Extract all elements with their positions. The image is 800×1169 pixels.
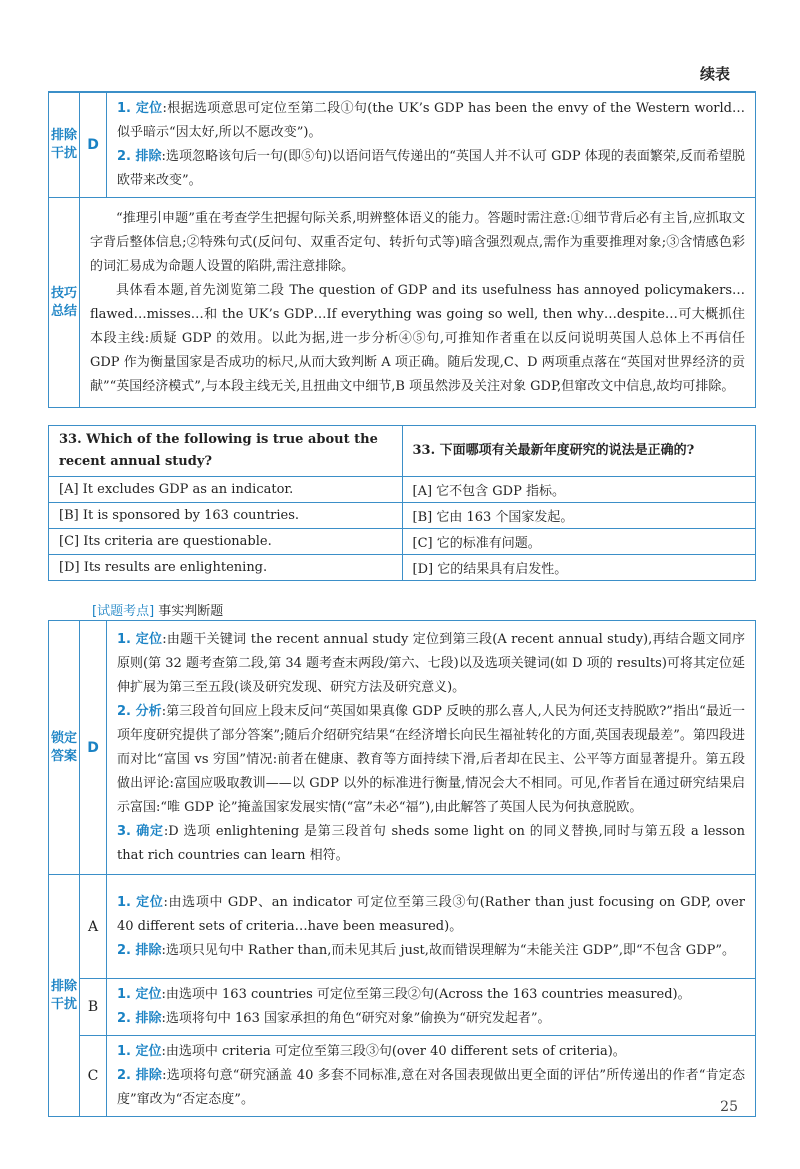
analysis-line: 2. 排除:选项只见句中 Rather than,而未见其后 just,故而错误理解为“未能关注 GDP”,即“不包含 GDP”。: [117, 942, 736, 958]
top-jiqiao-content: [80, 198, 756, 408]
step-keyword: 2. 分析: [117, 703, 162, 719]
analysis-line: 2. 排除:选项将句中 163 国家承担的角色“研究对象”偷换为“研究发起者”。: [117, 1011, 551, 1026]
exam-point-tag: [试题考点]: [92, 604, 155, 619]
answer-analysis-table: [48, 620, 756, 1117]
step-keyword: 2. 排除: [117, 1068, 163, 1083]
paichu-content: [107, 979, 756, 1036]
option-zh: [A] 它不包含 GDP 指标。: [402, 477, 756, 503]
exam-point: [92, 600, 223, 619]
option-zh: [C] 它的标准有问题。: [402, 529, 756, 555]
step-keyword: 3. 确定: [117, 823, 164, 839]
suoding-row: [49, 621, 756, 875]
step-keyword: 2. 排除: [117, 1011, 162, 1026]
suoding-label: 锁定答案: [49, 621, 80, 875]
analysis-line: 3. 确定:D 选项 enlightening 是第三段首句 sheds some light on 的同义替换,同时与第五段 a lesson that rich countries can learn 相符。: [117, 823, 745, 863]
top-paichu-option: D: [80, 93, 107, 198]
top-analysis-table: [48, 92, 756, 408]
top-paichu-row: [49, 93, 756, 198]
suoding-option: D: [80, 621, 107, 875]
paichu-label: 排除干扰: [49, 875, 80, 1117]
analysis-line: 2. 排除:选项将句意“研究涵盖 40 多套不同标准,意在对各国表现做出更全面的评估”所传递出的作者“肯定态度”窜改为“否定态度”。: [117, 1068, 745, 1107]
paichu-row-a: [49, 875, 756, 979]
continued-label: 续表: [699, 65, 730, 83]
suoding-content: [107, 621, 756, 875]
paichu-content: [107, 1036, 756, 1117]
option-en: [A] It excludes GDP as an indicator.: [49, 477, 403, 503]
paichu-option: B: [80, 979, 107, 1036]
analysis-line: 1. 定位:由选项中 163 countries 可定位至第三段②句(Across the 163 countries measured)。: [117, 987, 691, 1002]
top-jiqiao-label: 技巧总结: [49, 198, 80, 408]
step-keyword: 1. 定位: [117, 631, 163, 647]
paichu-option: C: [80, 1036, 107, 1117]
question-stem-zh: 33. 下面哪项有关最新年度研究的说法是正确的?: [402, 426, 756, 477]
paichu-option: A: [80, 875, 107, 979]
analysis-line: 1. 定位:由题干关键词 the recent annual study 定位到第三段(A recent annual study),再结合题文同序原则(第 32 题考查第二段,第 34 题考查末两段/第六、七段)以及选项关键词(如 D 项的 results)可将其定位延伸扩展为第三至五段(谈及研究发现、研究方法及研究意义)。: [117, 631, 745, 695]
exam-point-text: 事实判断题: [158, 604, 224, 619]
option-zh: [B] 它由 163 个国家发起。: [402, 503, 756, 529]
option-en: [D] Its results are enlightening.: [49, 555, 403, 581]
step-keyword: 1. 定位: [117, 894, 164, 910]
question-stem-en: 33. Which of the following is true about the recent annual study?: [49, 426, 403, 477]
analysis-line: 1. 定位:由选项中 criteria 可定位至第三段③句(over 40 different sets of criteria)。: [117, 1044, 626, 1059]
summary-paragraph: “推理引申题”重在考查学生把握句际关系,明辨整体语义的能力。答题时需注意:①细节背后必有主旨,应抓取文字背后整体信息;②特殊句式(反问句、双重否定句、转折句式等)暗含强烈观点,需作为重要推理对象;③含情感色彩的词汇易成为命题人设置的陷阱,需注意排除。: [90, 210, 745, 274]
analysis-line: 1. 定位:根据选项意思可定位至第二段①句(the UK’s GDP has been the envy of the Western world…似乎暗示“因太好,所以不愿改变”)。: [117, 101, 745, 140]
step-keyword: 1. 定位: [117, 1044, 162, 1059]
top-paichu-label: 排除干扰: [49, 93, 80, 198]
step-keyword: 2. 排除: [117, 149, 162, 164]
top-paichu-content: [107, 93, 756, 198]
step-keyword: 1. 定位: [117, 101, 163, 116]
analysis-line: 2. 分析:第三段首句回应上段末反问“英国如果真像 GDP 反映的那么喜人,人民为何还支持脱欧?”指出“最近一项年度研究提供了部分答案”;随后介绍研究结果“在经济增长向民生福祉转化的方面,英国表现最差”。第四段进而对比“富国 vs 穷国”情况:前者在健康、教育等方面持续下滑,后者却在民主、公平等方面显著提升。第五段做出评论:富国应吸取教训——以 GDP 以外的标准进行衡量,情况会大不相同。可见,作者旨在通过研究结果启示富国:“唯 GDP 论”掩盖国家发展实情(“富”未必“福”),由此解答了英国人民为何执意脱欧。: [117, 703, 745, 815]
step-keyword: 1. 定位: [117, 987, 162, 1002]
analysis-line: 2. 排除:选项忽略该句后一句(即⑤句)以语问语气传递出的“英国人并不认可 GDP 体现的表面繁荣,反而希望脱欧带来改变”。: [117, 149, 746, 188]
summary-paragraph: 具体看本题,首先浏览第二段 The question of GDP and its usefulness has annoyed policymakers…flawed…misses…和 the UK’s GDP…If everything was going so well, then why…despite…可大概抓住本段主线:质疑 GDP 的效用。以此为据,进一步分析④⑤句,可推知作者重在以反问说明英国人总体上不再信任 GDP 作为衡量国家是否成功的标尺,从而大致判断 A 项正确。随后发现,C、D 两项重点落在“英国对世界经济的贡献”“英国经济模式”,与本段主线无关,且扭曲文中细节,B 项虽然涉及关注对象 GDP,但窜改文中信息,故均可排除。: [90, 282, 745, 394]
question-table: [48, 425, 756, 581]
option-en: [B] It is sponsored by 163 countries.: [49, 503, 403, 529]
paichu-row-b: [49, 979, 756, 1036]
analysis-line: 1. 定位:由选项中 GDP、an indicator 可定位至第三段③句(Rather than just focusing on GDP, over 40 different sets of criteria…have been measured)。: [117, 894, 745, 934]
option-zh: [D] 它的结果具有启发性。: [402, 555, 756, 581]
page-number: 25: [720, 1099, 738, 1115]
paichu-content: [107, 875, 756, 979]
option-en: [C] Its criteria are questionable.: [49, 529, 403, 555]
paichu-row-c: [49, 1036, 756, 1117]
top-jiqiao-row: [49, 198, 756, 408]
step-keyword: 2. 排除: [117, 942, 162, 958]
